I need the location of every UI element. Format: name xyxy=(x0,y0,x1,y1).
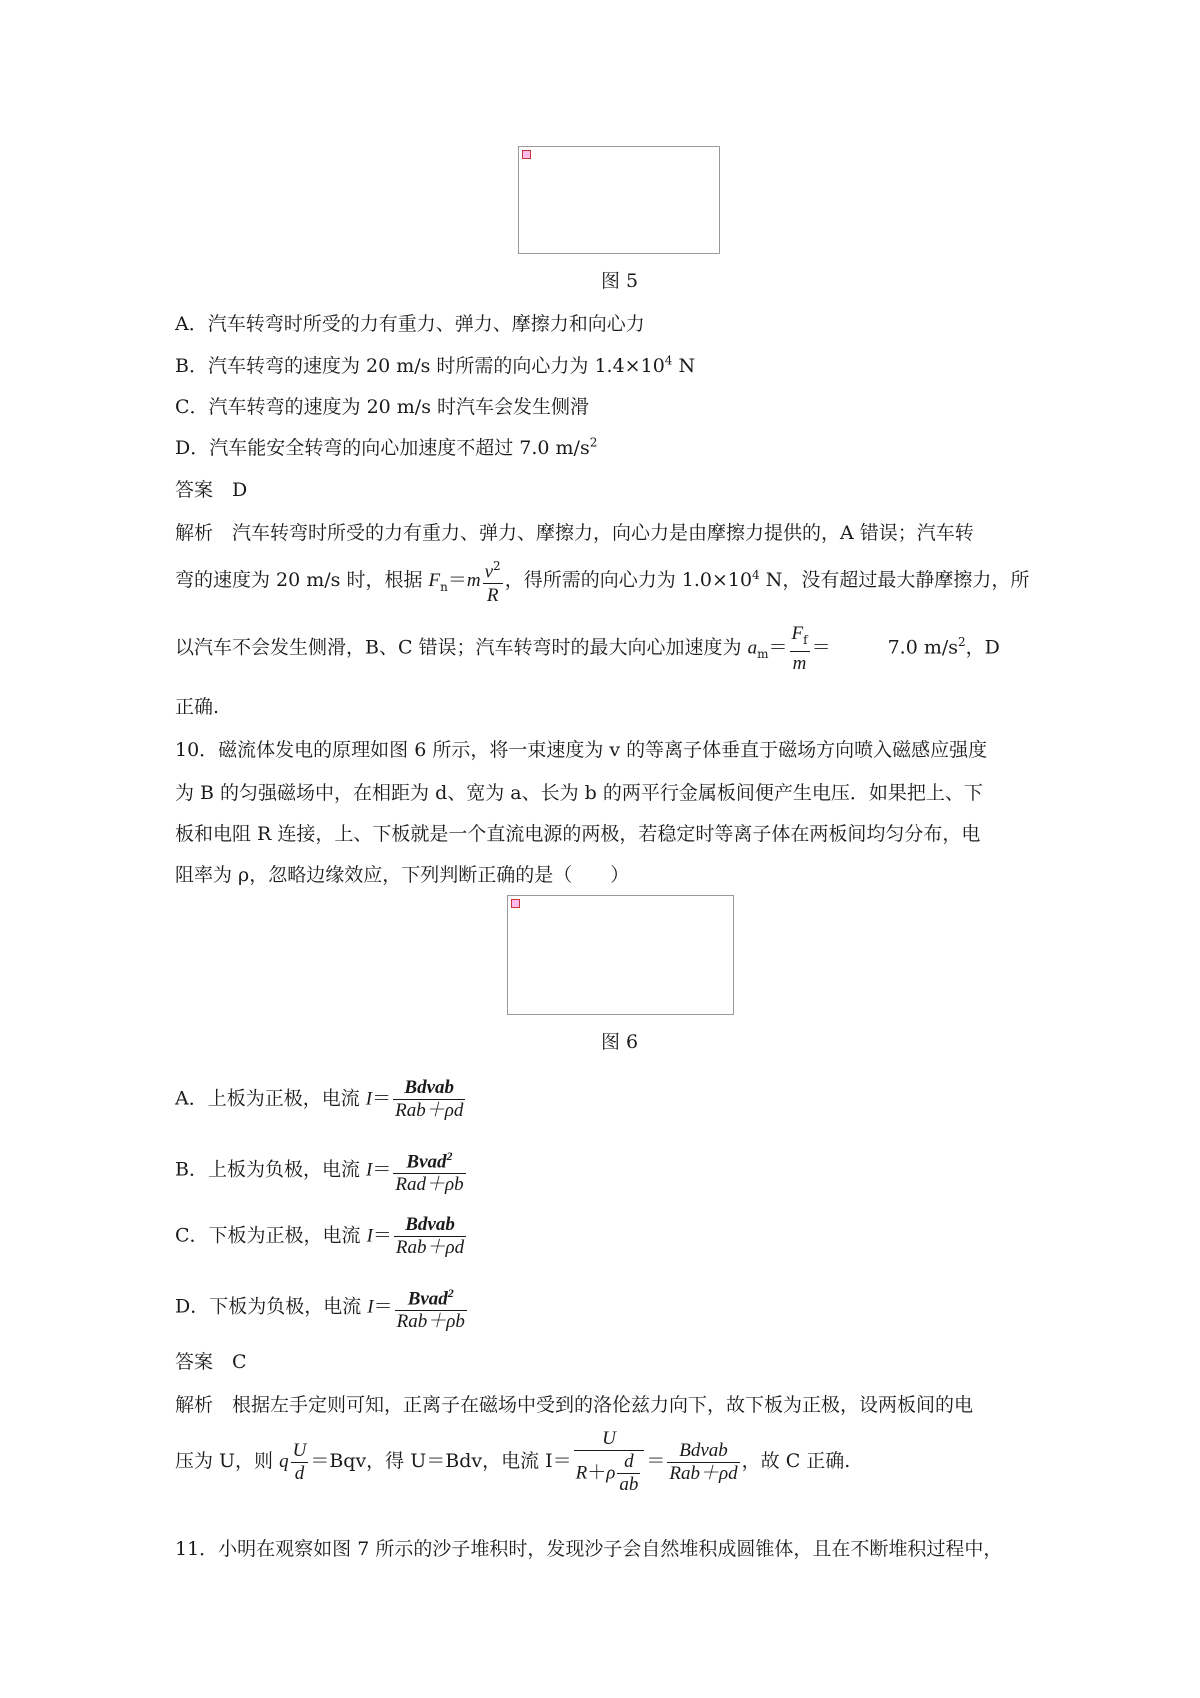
q9-option-a: A．汽车转弯时所受的力有重力、弹力、摩擦力和向心力 xyxy=(175,313,645,335)
q9-analysis-line-3: 以汽车不会发生侧滑，B、C 错误；汽车转弯时的最大向心加速度为 $a_m=$ $\frac{F_f}{m}$ ＝ 7.0 $m/s^2$，D xyxy=(175,623,1000,674)
q10-option-b: B．上板为负极，电流 I＝ $\frac{Bvad^2}{\text{Rad＋ρb}}$ xyxy=(175,1145,468,1196)
q10-option-c: C．下板为正极，电流 I＝ $\frac{\text{Bdvab}}{\text{Rab＋ρd}}$ xyxy=(175,1214,465,1258)
fraction-u-over-d: $\frac{U}{d}$ xyxy=(292,1439,307,1484)
fraction-current-result: $\frac{\text{Bdvab}}{\text{Rab＋ρd}}$ xyxy=(669,1439,738,1484)
q10-stem-line-3: 板和电阻 R 连接，上、下板就是一个直流电源的两极，若稳定时等离子体在两板间均匀分布，电 xyxy=(175,823,981,845)
fraction-option-c: $\frac{\text{Bdvab}}{\text{Rab＋ρd}}$ xyxy=(395,1214,465,1258)
q9-analysis-line-4: 正确. xyxy=(175,696,220,718)
q10-stem-line-1: 10．磁流体发电的原理如图 6 所示，将一束速度为 v 的等离子体垂直于磁场方向喷入磁感应强度 xyxy=(175,739,988,761)
q9-analysis-line-2: 弯的速度为 20 m/s 时，根据 $F_n=m$ $\frac{v^2}{R}$ ，得所需的向心力为 $1.0\times 10^4$ N，没有超过最大静摩擦力，所 xyxy=(175,555,1029,607)
q10-stem-line-4: 阻率为 ρ，忽略边缘效应，下列判断正确的是（ ） xyxy=(175,864,630,886)
fraction-option-b: $\frac{Bvad^2}{\text{Rad＋ρb}}$ xyxy=(393,1145,465,1196)
q9-option-c: C．汽车转弯的速度为 20 m/s 时汽车会发生侧滑 xyxy=(175,396,590,418)
q10-stem-line-2: 为 B 的匀强磁场中，在相距为 d、宽为 a、长为 b 的两平行金属板间便产生电压．如果把上、下 xyxy=(175,782,983,804)
q10-option-d: D．下板为负极，电流 I＝ $\frac{Bvad^2}{\text{Rab＋ρb}}$ xyxy=(175,1282,469,1333)
broken-image-icon xyxy=(511,899,520,908)
q9-answer: 答案 D xyxy=(175,479,248,501)
q9-analysis-line-1: 解析 汽车转弯时所受的力有重力、弹力、摩擦力，向心力是由摩擦力提供的，A 错误；汽车转 xyxy=(175,522,974,544)
q9-option-b: B．汽车转弯的速度为 20 m/s 时所需的向心力为 $1.4\times 10^4$ N xyxy=(175,353,696,377)
fraction-option-a: $\frac{\text{Bdvab}}{\text{Rab＋ρd}}$ xyxy=(395,1077,464,1121)
q10-answer: 答案 C xyxy=(175,1351,247,1373)
q10-option-a: A．上板为正极，电流 I＝ $\frac{\text{Bdvab}}{\text{Rab＋ρd}}$ xyxy=(175,1077,464,1121)
fraction-ff-over-m: $\frac{F_f}{m}$ xyxy=(791,623,808,674)
q9-option-d: D．汽车能安全转弯的向心加速度不超过 7.0 $m/s^2$ xyxy=(175,435,598,459)
q10-analysis-line-1: 解析 根据左手定则可知，正离子在磁场中受到的洛伦兹力向下，故下板为正极，设两板间的电 xyxy=(175,1394,974,1416)
figure-5-image xyxy=(518,146,720,254)
figure-6-image xyxy=(507,895,734,1015)
fraction-v2-over-r: $\frac{v^2}{R}$ xyxy=(483,555,503,607)
fraction-option-d: $\frac{Bvad^2}{\text{Rab＋ρb}}$ xyxy=(395,1282,467,1333)
broken-image-icon xyxy=(522,150,531,159)
figure-5-caption: 图 5 xyxy=(601,270,639,292)
q11-stem-line-1: 11．小明在观察如图 7 所示的沙子堆积时，发现沙子会自然堆积成圆锥体，且在不断堆积过程中， xyxy=(175,1538,1003,1560)
q10-analysis-line-2: 压为 U，则 q $\frac{U}{d}$ ＝Bqv，得 U＝Bdv，电流 I＝ U R＋ρ $\frac{d}{ab}$ ＝ $\frac{\text{Bdvab}}{\text{Rab＋ρd}}$ ，故 C 正确. xyxy=(175,1428,851,1495)
fraction-current: U R＋ρ $\frac{d}{ab}$ xyxy=(574,1428,645,1496)
figure-6-caption: 图 6 xyxy=(601,1031,639,1053)
